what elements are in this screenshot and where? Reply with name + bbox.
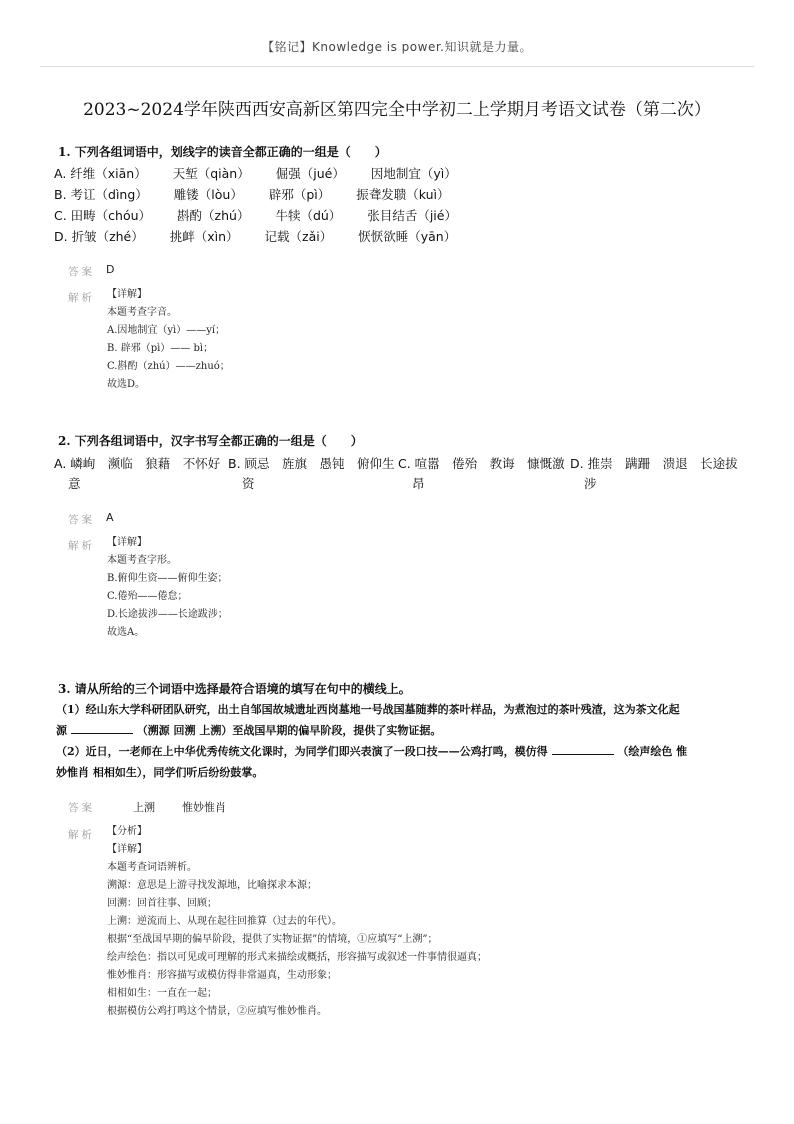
- option-line-wrap: 涉: [584, 476, 597, 491]
- option-c-word-4: 张目结舌（jié）: [367, 208, 457, 223]
- option-d-word-2: 挑衅（xìn）: [169, 229, 239, 244]
- explain-line: 回溯：回首往事、回顾；: [107, 898, 217, 909]
- question-3-explain-label: 解析: [68, 829, 95, 841]
- option-d-word-1: D. 折皱（zhé）: [54, 229, 144, 244]
- explain-line: 【分析】: [107, 826, 147, 837]
- fill-blank-2[interactable]: [552, 744, 614, 755]
- part-2-prefix: （2）近日，一老师在上中华优秀传统文化课时，为同学们即兴表演了一段口技——公鸡打鸣，模仿得: [56, 745, 548, 758]
- question-2-option-d: [570, 454, 738, 494]
- option-line-wrap: 意: [68, 476, 81, 491]
- question-3-explanation: [107, 823, 487, 1021]
- option-b-word-3: 辟邪（pì）: [268, 187, 331, 202]
- question-3-answer-label: 答案: [68, 802, 95, 814]
- question-1-answer-label: 答案: [68, 266, 95, 278]
- option-b-word-4: 振聋发聩（kuì）: [356, 187, 450, 202]
- explain-line: C.倦殆——倦怠；: [107, 591, 188, 602]
- question-2-explain-label: 解析: [68, 540, 95, 552]
- option-c-word-2: 斟酌（zhú）: [177, 208, 250, 223]
- question-1-option-d: [54, 227, 482, 245]
- explain-line: 绘声绘色：指以可见或可理解的形式来描绘或概括，形容描写或叙述一件事情很逼真；: [107, 952, 487, 963]
- part-1-prefix: 源: [56, 724, 67, 737]
- option-d-word-3: 记载（zǎi）: [264, 229, 333, 244]
- question-1-option-b: [54, 185, 476, 203]
- question-2-answer: A: [106, 511, 114, 524]
- page-header-slogan: 【铭记】Knowledge is power.知识就是力量。: [262, 40, 532, 54]
- option-a-word-2: 天堑（qiàn）: [172, 166, 250, 181]
- explain-line: 根据“至战国早期的偏早阶段，提供了实物证据”的情境，①应填写“上溯”；: [107, 934, 438, 945]
- question-3-answer-2: 惟妙惟肖: [182, 801, 226, 814]
- question-2-answer-label: 答案: [68, 514, 95, 526]
- question-2-option-c: [398, 454, 565, 494]
- explain-line: B.俯仰生资——俯仰生姿；: [107, 573, 228, 584]
- option-c-word-1: C. 田畴（chóu）: [54, 208, 152, 223]
- fill-blank-1[interactable]: [71, 723, 133, 734]
- option-d-word-4: 恹恹欲睡（yān）: [358, 229, 457, 244]
- option-line-wrap: 资: [242, 476, 255, 491]
- question-2-stem: 2. 下列各组词语中，汉字书写全都正确的一组是（ ）: [58, 434, 363, 448]
- explain-line: 溯源：意思是上游寻找发源地，比喻探求本源；: [107, 880, 317, 891]
- question-3-part-1-line-1: （1）经山东大学科研团队研究，出土自邹国故城遗址西岗墓地一号战国墓随葬的茶叶样品，为煮泡过的茶叶残渣，这为茶文化起: [56, 703, 680, 716]
- explain-line: C.斟酌（zhú）——zhuó；: [107, 361, 230, 372]
- explain-line: 【详解】: [107, 844, 147, 855]
- option-c-word-3: 牛犊（dú）: [275, 208, 342, 223]
- option-a-word-4: 因地制宜（yì）: [370, 166, 457, 181]
- explain-line: 本题考查字形。: [107, 555, 177, 566]
- option-line-wrap: 昂: [412, 476, 425, 491]
- part-2-suffix: （绘声绘色 惟: [617, 745, 688, 758]
- explain-line: 【详解】: [107, 289, 147, 300]
- explain-line: 根据模仿公鸡打鸣这个情景，②应填写惟妙惟肖。: [107, 1006, 327, 1017]
- explain-line: B. 辟邪（pì）—— bì；: [107, 343, 214, 354]
- explain-line: 【详解】: [107, 537, 147, 548]
- explain-line: D.长途拔涉——长途跋涉；: [107, 609, 228, 620]
- question-1-stem: 1. 下列各组词语中，划线字的读音全都正确的一组是（ ）: [58, 145, 387, 159]
- question-3-part-2-line-2: 妙惟肖 相相如生），同学们听后纷纷鼓掌。: [56, 766, 264, 779]
- question-2-option-b: [228, 454, 395, 494]
- option-line: D. 推崇 蹒跚 溃退 长途拔: [570, 456, 738, 471]
- question-1-explain-label: 解析: [68, 292, 95, 304]
- option-a-word-1: A. 纤维（xiān）: [54, 166, 147, 181]
- question-1-option-a: [54, 164, 483, 182]
- option-line: A. 嶙峋 濒临 狼藉 不怀好: [54, 456, 221, 471]
- explain-line: 故选A。: [107, 627, 145, 638]
- question-3-part-2-line-1: [56, 743, 687, 759]
- exam-title: 2023~2024学年陕西西安高新区第四完全中学初二上学期月考语文试卷（第二次）: [83, 100, 711, 120]
- question-3-answer-1: 上溯: [133, 801, 155, 814]
- explain-line: A.因地制宜（yì）——yí；: [107, 325, 226, 336]
- question-1-explanation: [107, 286, 230, 394]
- explain-line: 本题考查词语辨析。: [107, 862, 197, 873]
- explain-line: 惟妙惟肖：形容描写或模仿得非常逼真，生动形象；: [107, 970, 337, 981]
- header-divider: [40, 66, 754, 67]
- explain-line: 相相如生：一直在一起；: [107, 988, 217, 999]
- part-1-suffix: （溯源 回溯 上溯）至战国早期的偏早阶段，提供了实物证据。: [136, 724, 442, 737]
- explain-line: 故选D。: [107, 379, 146, 390]
- question-2-explanation: [107, 534, 228, 642]
- option-line: C. 喧嚣 倦殆 教诲 慷慨激: [398, 456, 565, 471]
- question-1-option-c: [54, 206, 483, 224]
- option-line: B. 顾忌 旌旗 愚钝 俯仰生: [228, 456, 395, 471]
- option-b-word-1: B. 考讧（dìng）: [54, 187, 148, 202]
- explain-line: 本题考查字音。: [107, 307, 177, 318]
- explain-line: 上溯：逆流而上、从现在起往回推算（过去的年代）。: [107, 916, 342, 927]
- option-a-word-3: 倔强（jué）: [275, 166, 345, 181]
- question-2-option-a: [54, 454, 220, 494]
- option-b-word-2: 雕镂（lòu）: [173, 187, 243, 202]
- question-3-stem: 3. 请从所给的三个词语中选择最符合语境的填写在句中的横线上。: [58, 682, 411, 696]
- question-1-answer: D: [106, 263, 115, 276]
- question-3-part-1-line-2: [56, 722, 441, 738]
